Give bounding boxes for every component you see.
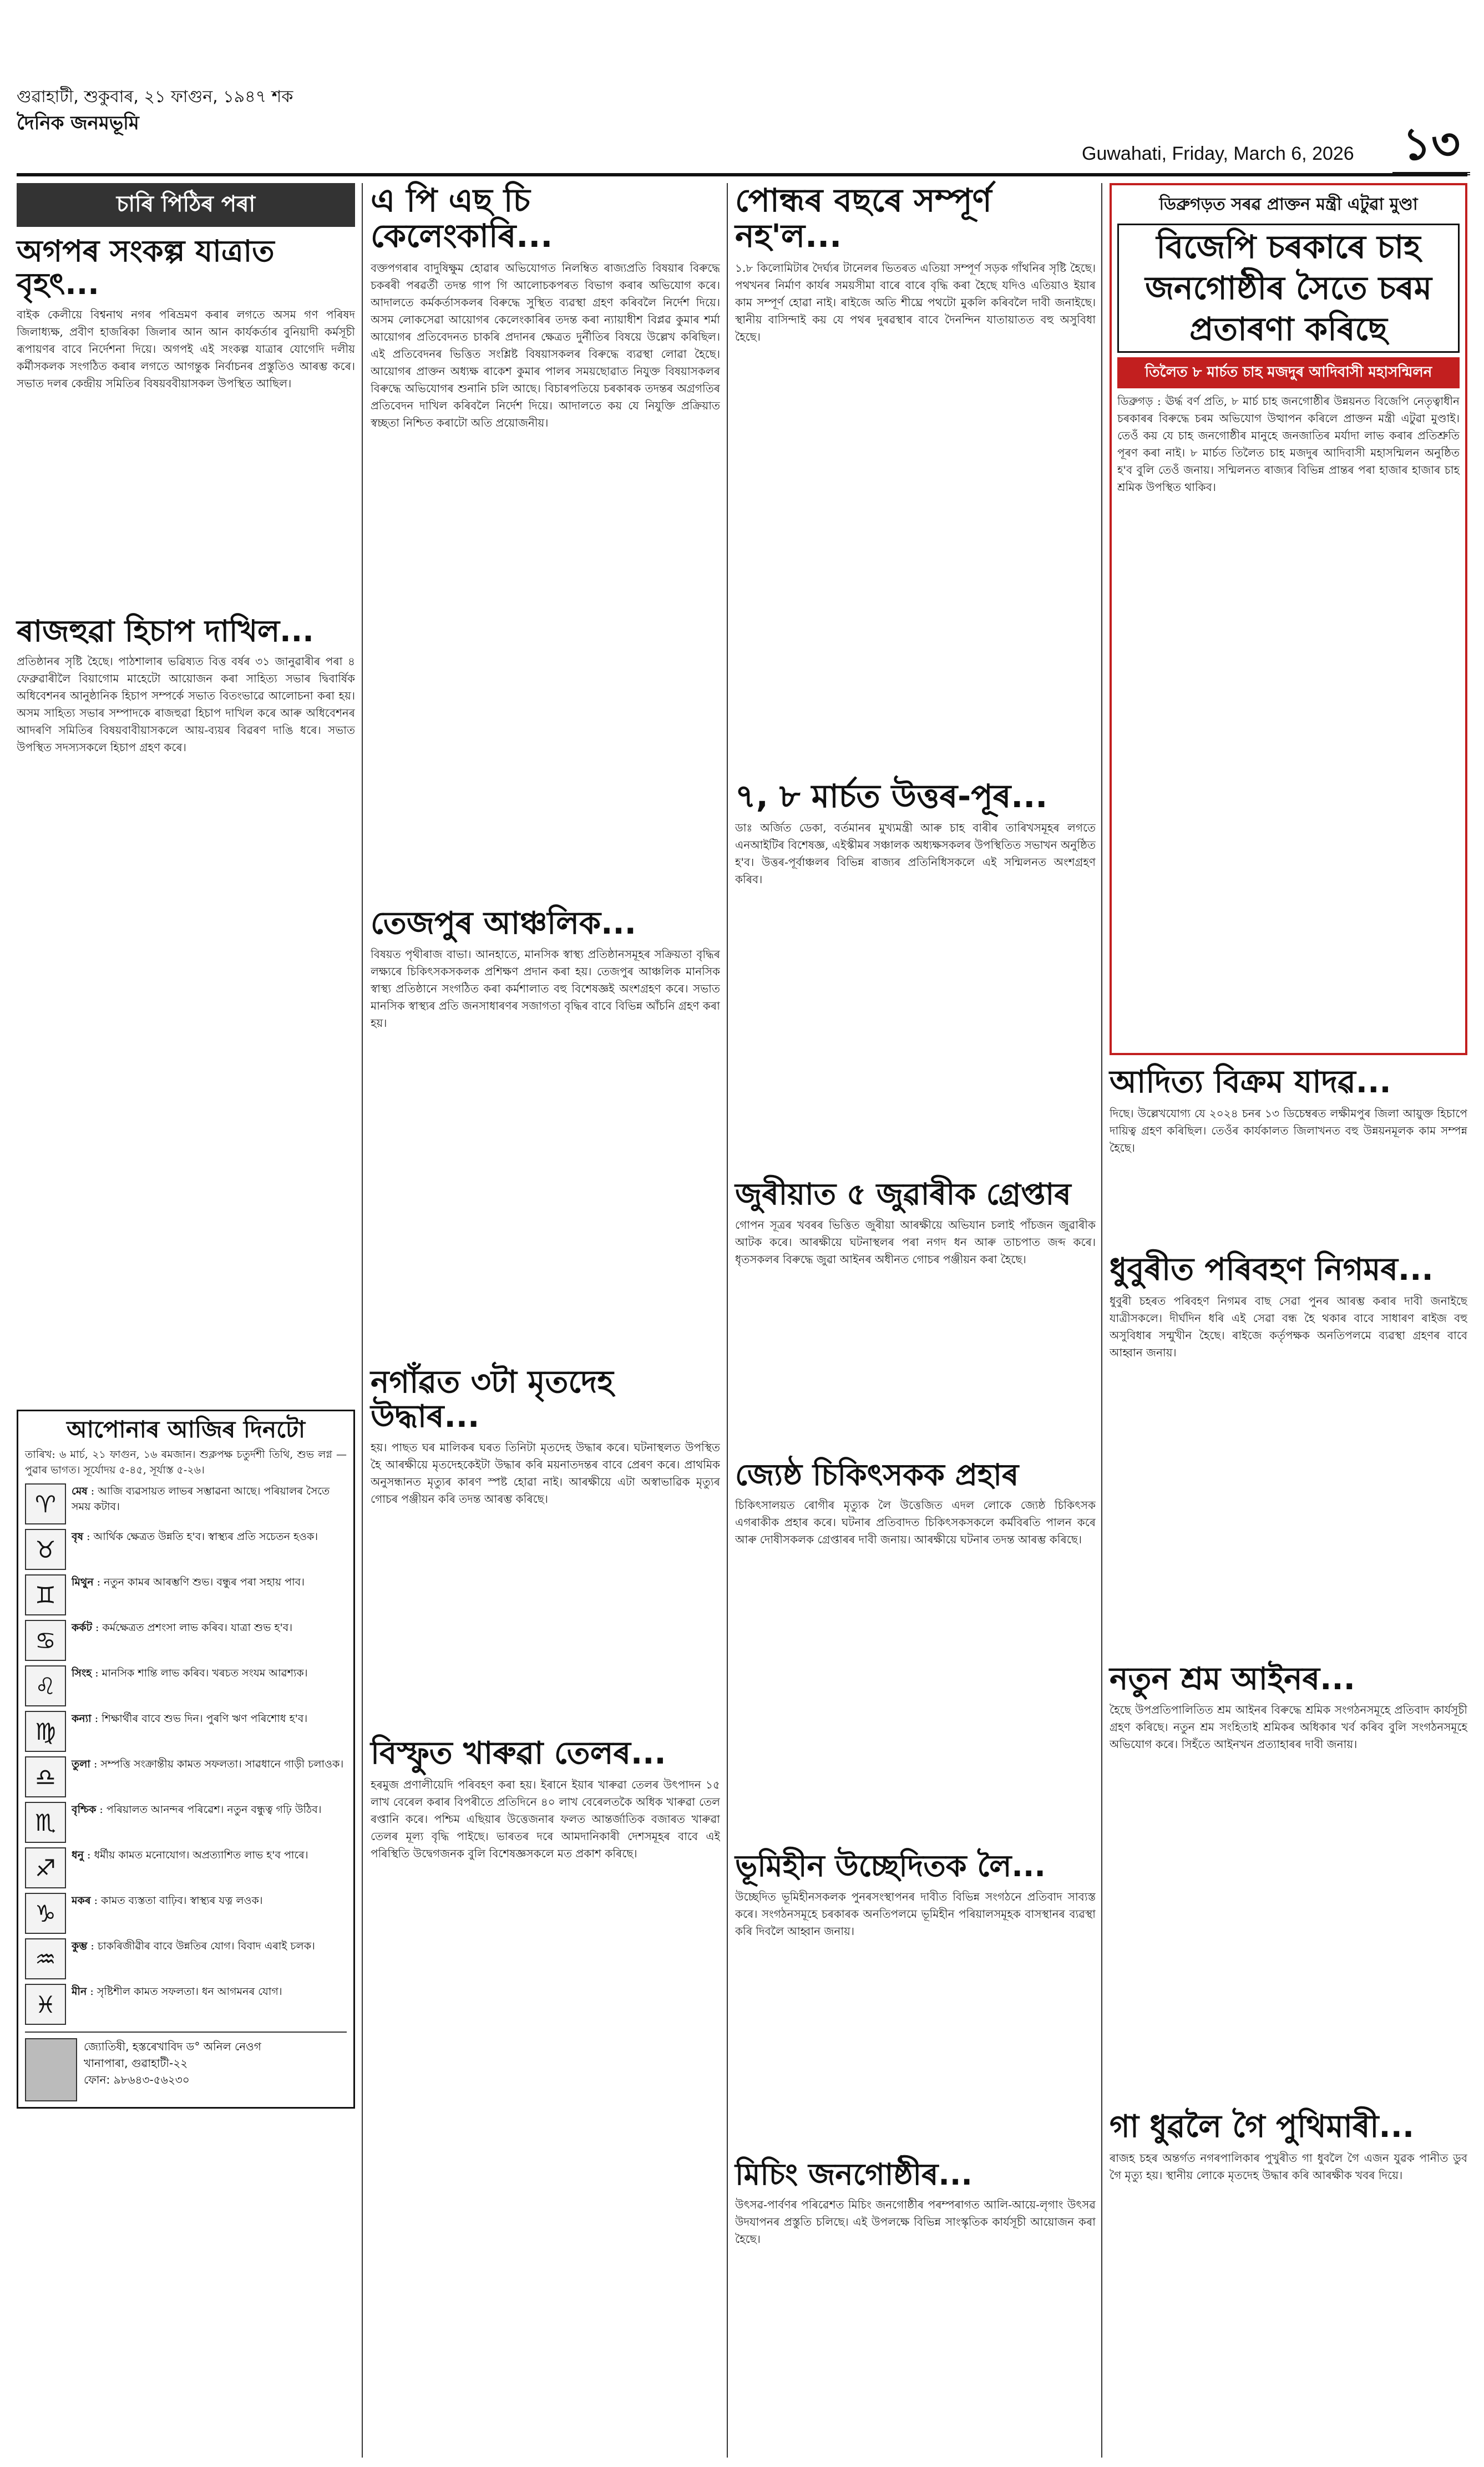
article-body: প্ৰতিষ্ঠানৰ সৃষ্টি হৈছে। পাঠশালাৰ ভৱিষ্যত বিত্ত বৰ্ষৰ ৩১ জানুৱাৰীৰ পৰা ৪ ফেব্ৰুৱাৰীলৈ বিয়াগোম মাহেটো আয়োজন কৰা সাহিত্য সভাৰ দ্বিবাৰ্ষিক অধিবেশনৰ আনুষ্ঠানিক হিচাপ সম্পৰ্কে সভাত বিতংভাৱে আলোচনা কৰা হয়। অসম সাহিত্য সভাৰ সম্পাদকে ৰাজহুৱা হিচাপ দাখিল কৰে আৰু অধিবেশনৰ আদৰণি সমিতিৰ বিষয়বাবীয়াসকলে আয়-ব্যয়ৰ বিৱৰণ দাঙি ধৰে। সভাত উপস্থিত সদস্যসকলে হিচাপ গ্ৰহণ কৰে।	[17, 655, 355, 754]
article-body: দিছে। উল্লেখযোগ্য যে ২০২৪ চনৰ ১৩ ডিচেম্বৰত লক্ষীমপুৰ জিলা আয়ুক্ত হিচাপে দায়িত্ব গ্ৰহণ কৰিছিল। তেওঁৰ কাৰ্যকালত জিলাখনত বহু উন্নয়নমূলক কাম সম্পন্ন হৈছে।	[1110, 1106, 1467, 1154]
sign-text: সৃষ্টিশীল কামত সফলতা। ধন আগমনৰ যোগ।	[97, 1985, 282, 1998]
gemini-icon: ♊	[25, 1574, 66, 1615]
sign-text: সম্পত্তি সংক্ৰান্তীয় কামত সফলতা। সাৱধানে গাড়ী চলাওক।	[100, 1758, 344, 1771]
sign-name: মেষ	[72, 1485, 88, 1498]
lead-headline: প্ৰতাৰণা কৰিছে	[1189, 310, 1387, 348]
horoscope-intro: তাৰিখ: ৬ মাৰ্চ, ২১ ফাগুন, ১৬ ৰমজান। শুক্লপক্ষ চতুৰ্দশী তিথি, শুভ লগ্ন — পুৱাৰ ভাগত। সূৰ্যোদয় ৫-৪৫, সূৰ্যাস্ত ৫-২৬।	[25, 1448, 347, 1477]
headline: ধুবুৰীত পৰিবহণ নিগমৰ...	[1110, 1251, 1434, 1288]
sign-text: ধৰ্মীয় কামত মনোযোগ। অপ্ৰত্যাশিত লাভ হ'ব পাৰে।	[94, 1849, 308, 1862]
page-number: ১৩	[1392, 116, 1470, 175]
masthead-date-en: Guwahati, Friday, March 6, 2026	[1082, 143, 1354, 164]
horoscope-box	[17, 1410, 355, 2109]
lead-kicker: ডিব্ৰুগড়ত সৰৱ প্ৰাক্তন মন্ত্ৰী এটুৱা মুণ্ডা	[1159, 195, 1418, 214]
sign-name: সিংহ	[72, 1667, 92, 1680]
column-rule	[1101, 183, 1102, 2458]
top-rule	[17, 173, 1467, 176]
headline: ৭, ৮ মাৰ্চত উত্তৰ-পূৰ...	[735, 777, 1048, 815]
column-rule	[727, 183, 728, 2458]
sign-name: কৰ্কট	[72, 1622, 92, 1634]
sign-name: মীন	[72, 1985, 87, 1998]
pisces-icon: ♓	[25, 1984, 66, 2025]
article-body: বাইক কেলীয়ে বিশ্বনাথ নগৰ পৰিভ্ৰমণ কৰাৰ লগতে অসম গণ পৰিষদ জিলাধ্যক্ষ, প্ৰবীণ হাজৰিকা জিলাৰ আন আন কাৰ্যকৰ্তাৰ বুনিয়াদী কৰ্মসূচী ৰূপায়ণৰ বাবে নিৰ্দেশনা দিয়ে। অগপই এই সংকল্প যাত্ৰাৰ যোগেদি দলীয় কৰ্মীসকলক সংগঠিত কৰাৰ লগতে আগন্তুক নিৰ্বাচনৰ প্ৰস্তুতিও আৰম্ভ কৰে। সভাত দলৰ কেন্দ্ৰীয় সমিতিৰ বিষয়ববীয়াসকল উপস্থিত আছিল।	[17, 307, 355, 390]
lead-story-box	[1110, 183, 1467, 1055]
article-body: ৰাজহ চহৰ অন্তৰ্গত নগৰপালিকাৰ পুখুৰীত গা ধুবলৈ গৈ এজন যুৱক পানীত ডুব গৈ মৃত্যু হয়। স্থানীয় লোকে মৃতদেহ উদ্ধাৰ কৰি আৰক্ষীক খবৰ দিয়ে।	[1110, 2151, 1467, 2182]
headline: বিস্ফুত খাৰুৱা তেলৰ...	[371, 1735, 666, 1772]
article-body: বিষয়ত পৃথীৰাজ বাভা। আনহাতে, মানসিক স্বাস্থ্য প্ৰতিষ্ঠানসমূহৰ সক্ৰিয়তা বৃদ্ধিৰ লক্ষ্যৰে চিকিৎসকসকলক প্ৰশিক্ষণ প্ৰদান কৰা হয়। তেজপুৰ আঞ্চলিক মানসিক স্বাস্থ্য প্ৰতিষ্ঠানে সংগঠিত কৰা কৰ্মশালাত বহু বিশেষজ্ঞই অংশগ্ৰহণ কৰে। সভাত মানসিক স্বাস্থ্যৰ প্ৰতি জনসাধাৰণৰ সজাগতা বৃদ্ধিৰ বাবে বিভিন্ন আঁচনি গ্ৰহণ কৰা হয়।	[371, 948, 720, 1030]
sign-name: বৃষ	[72, 1531, 84, 1543]
headline: গা ধুৱলৈ গৈ পুথিমাৰী...	[1110, 2109, 1415, 2145]
sign-text: কামত ব্যস্ততা বাঢ়িব। স্বাস্থ্যৰ যত্ন লওক।	[101, 1894, 263, 1907]
column-4	[1110, 183, 1467, 2277]
sign-row: ♌ সিংহ : মানসিক শান্তি লাভ কৰিব। খৰচত সংযম আৱশ্যক।	[25, 1665, 347, 1706]
sign-name: কুম্ভ	[72, 1940, 88, 1953]
headline: পোন্ধৰ বছৰে সম্পূৰ্ণ নহ'ল...	[735, 181, 992, 255]
sign-row: ♊ মিথুন : নতুন কামৰ আৰম্ভণি শুভ। বন্ধুৰ পৰা সহায় পাব।	[25, 1574, 347, 1615]
headline: নতুন শ্ৰম আইনৰ...	[1110, 1660, 1355, 1697]
sign-name: কন্যা	[72, 1713, 92, 1725]
capricorn-icon: ♑	[25, 1893, 66, 1934]
column-1	[17, 183, 355, 2109]
article-body: চিকিৎসালয়ত ৰোগীৰ মৃত্যুক লৈ উত্তেজিত এদল লোকে জ্যেষ্ঠ চিকিৎসক এগৰাকীক প্ৰহাৰ কৰে। ঘটনাৰ প্ৰতিবাদত চিকিৎসকসকলে কৰ্মবিৰতি পালন কৰে আৰু দোষীসকলক গ্ৰেপ্তাৰৰ দাবী জনায়। আৰক্ষীয়ে ঘটনাৰ তদন্ত আৰম্ভ কৰিছে।	[735, 1498, 1096, 1547]
sign-row: ♎ তুলা : সম্পত্তি সংক্ৰান্তীয় কামত সফলতা। সাৱধানে গাড়ী চলাওক।	[25, 1756, 347, 1797]
aries-icon: ♈	[25, 1483, 66, 1524]
article-body: গোপন সূত্ৰৰ খবৰৰ ভিত্তিত জুৰীয়া আৰক্ষীয়ে অভিযান চলাই পাঁচজন জুৱাৰীক আটক কৰে। আৰক্ষীয়ে ঘটনাস্থলৰ পৰা নগদ ধন আৰু তাচপাত জব্দ কৰে। ধৃতসকলৰ বিৰুদ্ধে জুৱা আইনৰ অধীনত গোচৰ পঞ্জীয়ন কৰা হৈছে।	[735, 1218, 1096, 1266]
article-body: ডাঃ অৰ্জিত ডেকা, বৰ্তমানৰ মুখ্যমন্ত্ৰী আৰু চাহ বাৰীৰ তাৰিখসমূহৰ লগতে এনআইটিৰ বিশেষজ্ঞ, এইস্কীমৰ সঞ্চালক অধ্যক্ষসকলৰ উপস্থিতিত সভাখন অনুষ্ঠিত হ'ব। উত্তৰ-পূৰ্বাঞ্চলৰ বিভিন্ন ৰাজ্যৰ প্ৰতিনিধিসকলে এই সন্মিলনত অংশগ্ৰহণ কৰিব।	[735, 821, 1096, 887]
article-body: উৎসৱ-পাৰ্বণৰ পৰিৱেশত মিচিং জনগোষ্ঠীৰ পৰম্পৰাগত আলি-আয়ে-লৃগাং উৎসৱ উদযাপনৰ প্ৰস্তুতি চলিছে। এই উপলক্ষে বিভিন্ন সাংস্কৃতিক কাৰ্যসূচী আয়োজন কৰা হৈছে।	[735, 2197, 1096, 2246]
article-body: উচ্ছেদিত ভূমিহীনসকলক পুনৰসংস্থাপনৰ দাবীত বিভিন্ন সংগঠনে প্ৰতিবাদ সাব্যস্ত কৰে। সংগঠনসমূহে চৰকাৰক অনতিপলমে ভূমিহীন পৰিয়ালসমূহক বাসস্থানৰ ব্যৱস্থা কৰি দিবলৈ আহ্বান জনায়।	[735, 1889, 1096, 1938]
leo-icon: ♌	[25, 1665, 66, 1706]
sign-text: কৰ্মক্ষেত্ৰত প্ৰশংসা লাভ কৰিব। যাত্ৰা শুভ হ'ব।	[102, 1622, 293, 1634]
headline: মিচিং জনগোষ্ঠীৰ...	[735, 2156, 973, 2192]
taurus-icon: ♉	[25, 1529, 66, 1570]
sign-row: ♐ ধনু : ধৰ্মীয় কামত মনোযোগ। অপ্ৰত্যাশিত লাভ হ'ব পাৰে।	[25, 1847, 347, 1888]
sign-text: শিক্ষাৰ্থীৰ বাবে শুভ দিন। পুৰণি ঋণ পৰিশোধ হ'ব।	[102, 1713, 308, 1725]
horoscope-title: আপোনাৰ আজিৰ দিনটো	[66, 1416, 306, 1443]
sign-row: ♈ মেষ : আজি ব্যৱসায়ত লাভৰ সম্ভাৱনা আছে। পৰিয়ালৰ সৈতে সময় কটাব।	[25, 1483, 347, 1524]
libra-icon: ♎	[25, 1756, 66, 1797]
sign-name: বৃশ্চিক	[72, 1804, 97, 1816]
sign-row: ♓ মীন : সৃষ্টিশীল কামত সফলতা। ধন আগমনৰ যোগ।	[25, 1984, 347, 2025]
headline: তেজপুৰ আঞ্চলিক...	[371, 905, 636, 941]
headline: নগাঁৱত ৩টা মৃতদেহ উদ্ধাৰ...	[371, 1364, 614, 1435]
paper-name: দৈনিক জনমভূমি	[17, 112, 139, 134]
sign-text: মানসিক শান্তি লাভ কৰিব। খৰচত সংযম আৱশ্যক।	[102, 1667, 308, 1680]
sign-row: ♋ কৰ্কট : কৰ্মক্ষেত্ৰত প্ৰশংসা লাভ কৰিব। যাত্ৰা শুভ হ'ব।	[25, 1620, 347, 1661]
sign-name: ধনু	[72, 1849, 84, 1862]
headline: জ্যেষ্ঠ চিকিৎসকক প্ৰহাৰ	[735, 1457, 1019, 1492]
headline: জুৰীয়াত ৫ জুৱাৰীক গ্ৰেপ্তাৰ	[735, 1177, 1071, 1212]
sign-row: ♉ বৃষ : আৰ্থিক ক্ষেত্ৰত উন্নতি হ'ব। স্বাস্থ্যৰ প্ৰতি সচেতন হওক।	[25, 1529, 347, 1570]
sign-row: ♑ মকৰ : কামত ব্যস্ততা বাঢ়িব। স্বাস্থ্যৰ যত্ন লওক।	[25, 1893, 347, 1934]
sign-text: নতুন কামৰ আৰম্ভণি শুভ। বন্ধুৰ পৰা সহায় পাব।	[104, 1576, 305, 1589]
astrologer-address: খানাপাৰা, গুৱাহাটী-২২	[84, 2056, 188, 2070]
column-rule	[362, 183, 363, 2458]
sign-name: মকৰ	[72, 1894, 91, 1907]
lead-headline: জনগোষ্ঠীৰ সৈতে চৰম	[1145, 269, 1432, 307]
article-body: ১.৮ কিলোমিটাৰ দৈৰ্ঘ্যৰ টানেলৰ ভিতৰত এতিয়া সম্পূৰ্ণ সড়ক গাঁথনিৰ সৃষ্টি হৈছে। পথখনৰ নিৰ্মাণ কাৰ্যৰ সময়সীমা বাৰে বাৰে বৃদ্ধি কৰা হৈছে যদিও এতিয়াও ইয়াৰ কাম সম্পূৰ্ণ হোৱা নাই। ৰাইজে অতি শীঘ্ৰে পথটো মুকলি কৰিবলৈ দাবী জনাইছে। স্থানীয় বাসিন্দাই কয় যে পথৰ দুৰৱস্থাৰ বাবে দৈনন্দিন যাতায়াতত বহু অসুবিধা হৈছে।	[735, 261, 1096, 343]
cancer-icon: ♋	[25, 1620, 66, 1661]
sagittarius-icon: ♐	[25, 1847, 66, 1888]
astrologer-phone: ফোন: ৯৮৬৪৩-৫৬২৩০	[84, 2073, 190, 2087]
horoscope-signs	[25, 1483, 347, 2025]
column-3	[735, 183, 1096, 2379]
article-body: ধুবুৰী চহৰত পৰিবহণ নিগমৰ বাছ সেৱা পুনৰ আৰম্ভ কৰাৰ দাবী জনাইছে যাত্ৰীসকলে। দীৰ্ঘদিন ধৰি এই সেৱা বন্ধ হৈ থকাৰ বাবে সাধাৰণ ৰাইজ বহু অসুবিধাৰ সন্মুখীন হৈছে। ৰাইজে কৰ্তৃপক্ষক অনতিপলমে ব্যৱস্থা গ্ৰহণৰ বাবে আহ্বান জনায়।	[1110, 1294, 1467, 1359]
astrologer-name: জ্যোতিষী, হস্তৰেখাবিদ ড° অনিল নেওগ	[84, 2040, 261, 2054]
astrologer-credit	[25, 2032, 347, 2101]
sign-name: মিথুন	[72, 1576, 94, 1589]
sign-row: ♏ বৃশ্চিক : পৰিয়ালত আনন্দৰ পৰিৱেশ। নতুন বন্ধুত্ব গঢ়ি উঠিব।	[25, 1802, 347, 1843]
article-body: বক্তপগৰাৰ বাদুষিক্ষুম হোৱাৰ অভিযোগত নিলম্বিত ৰাজ্যপ্ৰতি বিষয়াৰ বিৰুদ্ধে চকৰৰী পৰৱৰ্তী তদন্ত গাপ গি আলোচকপৰত বিভাগ কৰাৰ অভিযোগ কৰে। আদালতে কৰ্মকৰ্তাসকলৰ বিৰুদ্ধে সুস্থিত ব্যৱস্থা গ্ৰহণ কৰিবলৈ নিৰ্দেশ দিয়ে। অসম লোকসেৱা আয়োগৰ কেলেংকাৰিৰ তদন্ত কৰা ন্যায়াধীশ বিপ্লৱ কুমাৰ শৰ্মা আয়োগৰ প্ৰতিবেদনত চাকৰি প্ৰদানৰ ক্ষেত্ৰত দুৰ্নীতিৰ বিষয়ে উল্লেখ কৰিছিল। এই প্ৰতিবেদনৰ ভিত্তিত সংশ্লিষ্ট বিষয়াসকলৰ বিৰুদ্ধে ব্যৱস্থা লোৱা হৈছে। আয়োগৰ প্ৰাক্তন অধ্যক্ষ ৰাকেশ কুমাৰ পালৰ সময়ছোৱাত নিযুক্ত বিষয়াসকলৰ বিৰুদ্ধে অভিযোগৰ শুনানি চলি আছে। বিচাৰপতিয়ে চৰকাৰক তদন্তৰ অগ্ৰগতিৰ প্ৰতিবেদন দাখিল কৰিবলৈ নিৰ্দেশ দিয়ে। আদালতে কয় যে নিযুক্তি প্ৰক্ৰিয়াত স্বচ্ছতা নিশ্চিত কৰাটো অতি প্ৰয়োজনীয়।	[371, 261, 720, 429]
article-body: হৰমুজ প্ৰণালীয়েদি পৰিবহণ কৰা হয়। ইৰানে ইয়াৰ খাৰুৱা তেলৰ উৎপাদন ১৫ লাখ বেৰেল কৰাৰ বিপৰীতে প্ৰতিদিনে ৪০ লাখ বেৰেলতকৈ অধিক খাৰুৱা তেল ৰপ্তানি কৰে। পশ্চিম এছিয়াৰ উত্তেজনাৰ ফলত আন্তৰ্জাতিক বজাৰত খাৰুৱা তেলৰ মূল্য বৃদ্ধি পাইছে। ভাৰতৰ দৰে আমদানিকাৰী দেশসমূহৰ বাবে এই পৰিস্থিতি উদ্বেগজনক বুলি বিশেষজ্ঞসকলে মত প্ৰকাশ কৰিছে।	[371, 1777, 720, 1860]
headline: ভূমিহীন উচ্ছেদিতক লৈ...	[735, 1848, 1046, 1884]
article-body: হয়। পাছত ঘৰ মালিকৰ ঘৰত তিনিটা মৃতদেহ উদ্ধাৰ কৰে। ঘটনাস্থলত উপস্থিত হৈ আৰক্ষীয়ে মৃতদেহকেইটা উদ্ধাৰ কৰি ময়নাতদন্তৰ বাবে প্ৰেৰণ কৰে। প্ৰাথমিক অনুসন্ধানত মৃত্যুৰ কাৰণ স্পষ্ট হোৱা নাই। আৰক্ষীয়ে এটা অস্বাভাৱিক মৃত্যুৰ গোচৰ পঞ্জীয়ন কৰি তদন্ত আৰম্ভ কৰিছে।	[371, 1441, 720, 1506]
section-tag: চাৰি পিঠিৰ পৰা	[17, 183, 355, 227]
column-2	[371, 183, 720, 2342]
sign-text: পৰিয়ালত আনন্দৰ পৰিৱেশ। নতুন বন্ধুত্ব গঢ়ি উঠিব।	[106, 1804, 322, 1816]
headline: ৰাজহুৱা হিচাপ দাখিল...	[17, 613, 314, 649]
astrologer-photo	[25, 2038, 77, 2101]
sign-row: ♒ কুম্ভ : চাকৰিজীৱীৰ বাবে উন্নতিৰ যোগ। বিবাদ এৰাই চলক।	[25, 1938, 347, 1979]
scorpio-icon: ♏	[25, 1802, 66, 1843]
sign-text: আৰ্থিক ক্ষেত্ৰত উন্নতি হ'ব। স্বাস্থ্যৰ প্ৰতি সচেতন হওক।	[93, 1531, 318, 1543]
sign-text: চাকৰিজীৱীৰ বাবে উন্নতিৰ যোগ। বিবাদ এৰাই চলক।	[97, 1940, 315, 1953]
lead-headline-box	[1117, 224, 1460, 353]
headline: আদিত্য বিক্ৰম যাদৱ...	[1110, 1064, 1391, 1101]
virgo-icon: ♍	[25, 1711, 66, 1752]
sign-name: তুলা	[72, 1758, 90, 1771]
masthead-date: গুৱাহাটী, শুকুবাৰ, ২১ ফাগুন, ১৯৪৭ শক	[17, 87, 293, 107]
article-body: হৈছে উপপ্ৰতিপালিতিত শ্ৰম আইনৰ বিৰুদ্ধে শ্ৰমিক সংগঠনসমূহে প্ৰতিবাদ কাৰ্যসূচী গ্ৰহণ কৰিছে। নতুন শ্ৰম সংহিতাই শ্ৰমিকৰ অধিকাৰ খৰ্ব কৰিব বুলি সংগঠনসমূহে অভিযোগ কৰে। সিহঁতে আইনখন প্ৰত্যাহাৰৰ দাবী জনায়।	[1110, 1703, 1467, 1751]
aquarius-icon: ♒	[25, 1938, 66, 1979]
lead-subheading: তিলৈত ৮ মাৰ্চত চাহ মজদুৰ আদিবাসী মহাসন্মিলন	[1117, 357, 1460, 388]
headline: অগপৰ সংকল্প যাত্ৰাত বৃহৎ...	[17, 234, 275, 302]
headline: এ পি এছ চি কেলেংকাৰি...	[371, 181, 553, 255]
lead-headline: বিজেপি চৰকাৰে চাহ	[1156, 228, 1421, 266]
sign-text: আজি ব্যৱসায়ত লাভৰ সম্ভাৱনা আছে। পৰিয়ালৰ সৈতে সময় কটাব।	[72, 1485, 330, 1513]
article-body: ডিব্ৰুগড় : ঊৰ্দ্ধ বৰ্ণ প্ৰতি, ৮ মাৰ্চ চাহ জনগোষ্ঠীৰ উন্নয়নত বিজেপি নেতৃত্বাধীন চৰকাৰৰ বিৰুদ্ধে চৰম অভিযোগ উত্থাপন কৰিলে প্ৰাক্তন মন্ত্ৰী এটুৱা মুণ্ডাই। তেওঁ কয় যে চাহ জনগোষ্ঠীৰ মানুহে জনজাতিৰ মৰ্যাদা লাভ কৰাৰ প্ৰতিশ্ৰুতি পূৰণ কৰা নাই। ৮ মাৰ্চত তিলৈত চাহ মজদুৰ আদিবাসী মহাসন্মিলন অনুষ্ঠিত হ'ব বুলি তেওঁ জনায়। সন্মিলনত ৰাজ্যৰ বিভিন্ন প্ৰান্তৰ পৰা হাজাৰ হাজাৰ চাহ শ্ৰমিক উপস্থিত থাকিব।	[1117, 394, 1460, 494]
sign-row: ♍ কন্যা : শিক্ষাৰ্থীৰ বাবে শুভ দিন। পুৰণি ঋণ পৰিশোধ হ'ব।	[25, 1711, 347, 1752]
